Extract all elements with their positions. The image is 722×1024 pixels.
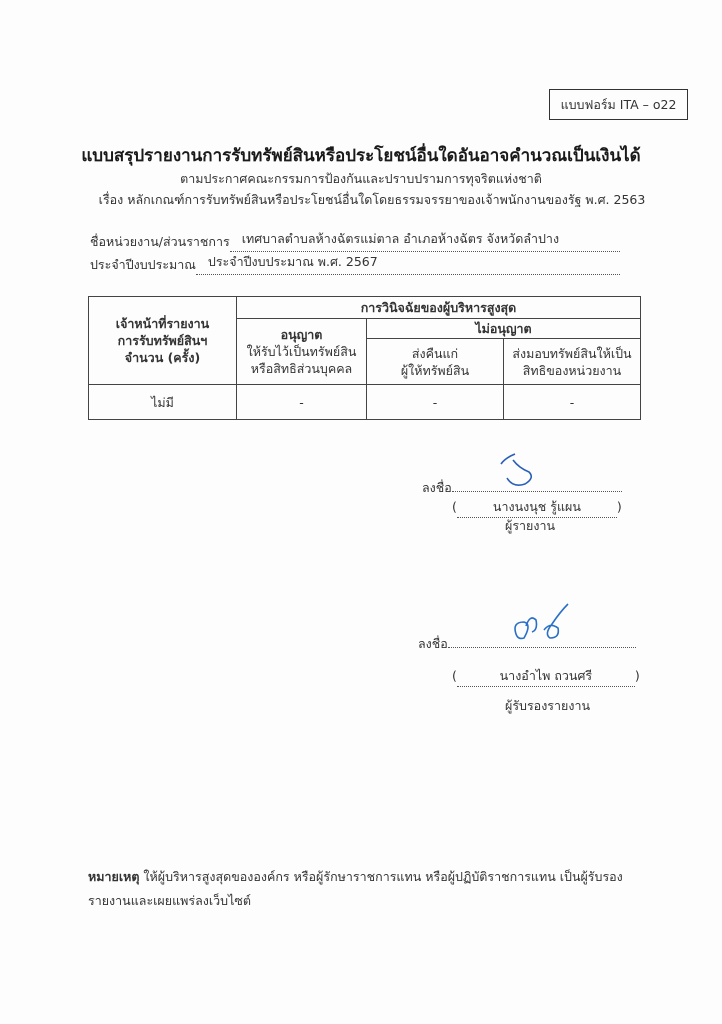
budget-value: ประจำปีงบประมาณ พ.ศ. 2567 — [196, 255, 620, 275]
allow-header — [237, 319, 367, 385]
agency-label: ชื่อหน่วยงาน/ส่วนราชการ — [90, 234, 230, 249]
note-text: ให้ผู้บริหารสูงสุดขององค์กร หรือผู้รักษาราชการแทน หรือผู้ปฏิบัติราชการแทน เป็นผู้รับรองรายงานและเผยแพร่ลงเว็บไซต์ — [88, 869, 623, 908]
document-subtitle: ตามประกาศคณะกรรมการป้องกันและปราบปรามการทุจริตแห่งชาติ — [180, 171, 542, 186]
sign-label: ลงชื่อ — [422, 480, 452, 495]
sign-label: ลงชื่อ — [418, 636, 448, 651]
report-table — [88, 296, 641, 420]
deny-header: ไม่อนุญาต — [367, 319, 641, 339]
budget-field — [90, 255, 620, 275]
header-line: สิทธิของหน่วยงาน — [522, 362, 622, 378]
sign-line-2 — [418, 634, 636, 654]
header-line: การรับทรัพย์สินฯ — [117, 333, 208, 348]
form-code: แบบฟอร์ม ITA – o22 — [560, 96, 677, 112]
document-subject: เรื่อง หลักเกณฑ์การรับทรัพย์สินหรือประโยชน์อื่นใดโดยธรรมจรรยาของเจ้าพนักงานของรัฐ พ.ศ. 2563 — [98, 192, 646, 207]
deny-transfer-header — [504, 339, 641, 385]
allow-sub-line: หรือสิทธิส่วนบุคคล — [250, 361, 353, 376]
header-line: เจ้าหน้าที่รายงาน — [115, 316, 210, 331]
cell-allow: - — [237, 385, 367, 420]
agency-value: เทศบาลตำบลห้างฉัตรแม่ตาล อำเภอห้างฉัตร จังหวัดลำปาง — [230, 232, 620, 252]
cell-transfer: - — [504, 385, 641, 420]
signer-name-1: ( นางนงนุช รู้แผน ) — [452, 497, 622, 518]
col-reporter-header — [89, 297, 237, 385]
cell-return: - — [367, 385, 504, 420]
signer-role-1: ผู้รายงาน — [505, 518, 556, 533]
note — [88, 865, 648, 913]
cell-count: ไม่มี — [89, 385, 237, 420]
deny-return-header — [367, 339, 504, 385]
signer-role-2: ผู้รับรองรายงาน — [505, 698, 591, 713]
allow-sub-line: ให้รับไว้เป็นทรัพย์สิน — [246, 344, 357, 359]
document-title: แบบสรุปรายงานการรับทรัพย์สินหรือประโยชน์อื่นใดอันอาจคำนวณเป็นเงินได้ — [81, 146, 641, 166]
table-row — [89, 385, 641, 420]
form-code-box — [549, 89, 688, 120]
signer-name: นางนงนุช รู้แผน — [457, 497, 617, 518]
budget-label: ประจำปีงบประมาณ — [90, 257, 196, 272]
note-label: หมายเหตุ — [88, 869, 140, 884]
signer-name: นางอำไพ ถวนศรี — [457, 666, 635, 687]
header-line: จำนวน (ครั้ง) — [124, 350, 201, 365]
allow-title: อนุญาต — [280, 327, 323, 342]
agency-field — [90, 232, 620, 252]
header-line: ผู้ให้ทรัพย์สิน — [400, 362, 470, 378]
signer-name-2: ( นางอำไพ ถวนศรี ) — [452, 666, 640, 687]
header-line: ส่งมอบทรัพย์สินให้เป็น — [512, 345, 632, 361]
sign-line-1 — [422, 478, 622, 498]
header-line: ส่งคืนแก่ — [411, 345, 459, 361]
decision-header: การวินิจฉัยของผู้บริหารสูงสุด — [237, 297, 641, 319]
